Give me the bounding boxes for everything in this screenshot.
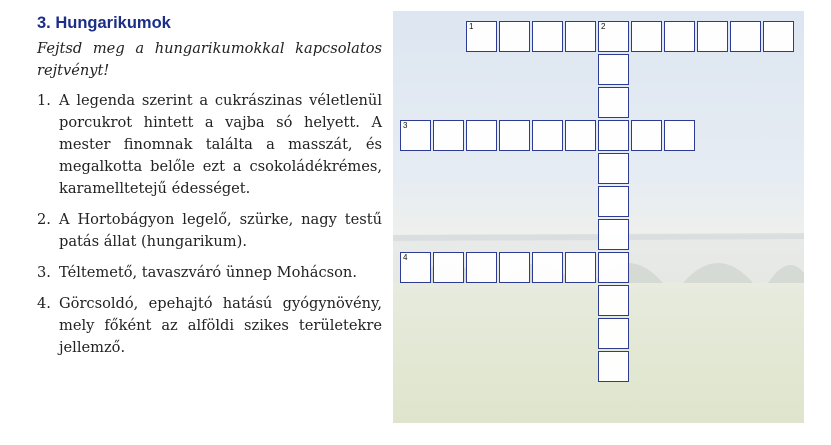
crossword-cell[interactable] xyxy=(499,120,530,151)
crossword-cell[interactable] xyxy=(400,252,431,283)
crossword-cell[interactable] xyxy=(598,87,629,118)
crossword-cell[interactable] xyxy=(598,318,629,349)
exercise-title: 3. Hungarikumok xyxy=(37,14,171,32)
crossword-cell[interactable] xyxy=(697,21,728,52)
crossword-cell[interactable] xyxy=(631,21,662,52)
crossword-cell[interactable] xyxy=(598,186,629,217)
crossword-cell[interactable] xyxy=(400,120,431,151)
crossword-cell[interactable] xyxy=(598,54,629,85)
crossword-cell[interactable] xyxy=(598,21,629,52)
exercise-instruction: Fejtsd meg a hungarikumokkal kapcsolatos rejtvényt! xyxy=(37,40,382,79)
crossword-cell[interactable] xyxy=(598,219,629,250)
clue-item xyxy=(37,262,382,284)
clue-item xyxy=(37,90,382,200)
clue-item xyxy=(37,293,382,359)
crossword-cell[interactable] xyxy=(532,252,563,283)
crossword-clue-number: 1 xyxy=(469,22,474,31)
clue-list xyxy=(37,90,382,359)
crossword-cell[interactable] xyxy=(565,21,596,52)
clue-number: 2. xyxy=(37,211,51,228)
crossword-clue-number: 4 xyxy=(403,253,408,262)
clue-text: Téltemető, tavaszváró ünnep Mohácson. xyxy=(59,264,357,281)
crossword-cell[interactable] xyxy=(433,120,464,151)
clue-text: Görcsoldó, epehajtó hatású gyógynövény, mely főként az alföldi szikes területekre jellemző. xyxy=(59,295,382,356)
crossword-grid xyxy=(393,11,804,423)
crossword-cell[interactable] xyxy=(466,120,497,151)
clue-number: 1. xyxy=(37,92,51,109)
clue-text: A legenda szerint a cukrászinas véletlenül porcukrot hintett a vajba só helyett. A mester finomnak találta a masszát, és megalkotta belőle ezt a csokoládékrémes, karamelltetejű édességet. xyxy=(59,92,382,197)
crossword-cell[interactable] xyxy=(532,120,563,151)
bridge-background-photo xyxy=(393,11,804,423)
clue-text: A Hortobágyon legelő, szürke, nagy testű patás állat (hungarikum). xyxy=(59,211,382,250)
crossword-clue-number: 3 xyxy=(403,121,408,130)
crossword-cell[interactable] xyxy=(631,120,662,151)
crossword-cell[interactable] xyxy=(565,252,596,283)
crossword-cell[interactable] xyxy=(664,120,695,151)
clue-item xyxy=(37,209,382,253)
crossword-cell[interactable] xyxy=(664,21,695,52)
crossword-clue-number: 2 xyxy=(601,22,606,31)
crossword-cell[interactable] xyxy=(598,351,629,382)
crossword-cell[interactable] xyxy=(466,21,497,52)
crossword-cell[interactable] xyxy=(763,21,794,52)
crossword-cell[interactable] xyxy=(598,120,629,151)
clue-number: 4. xyxy=(37,295,51,312)
crossword-cell[interactable] xyxy=(565,120,596,151)
crossword-cell[interactable] xyxy=(466,252,497,283)
exercise-panel xyxy=(37,14,382,368)
crossword-cell[interactable] xyxy=(499,21,530,52)
crossword-cell[interactable] xyxy=(499,252,530,283)
crossword-cell[interactable] xyxy=(598,153,629,184)
clue-number: 3. xyxy=(37,264,51,281)
crossword-cell[interactable] xyxy=(532,21,563,52)
crossword-cell[interactable] xyxy=(598,252,629,283)
crossword-cell[interactable] xyxy=(730,21,761,52)
crossword-cell[interactable] xyxy=(433,252,464,283)
crossword-cell[interactable] xyxy=(598,285,629,316)
